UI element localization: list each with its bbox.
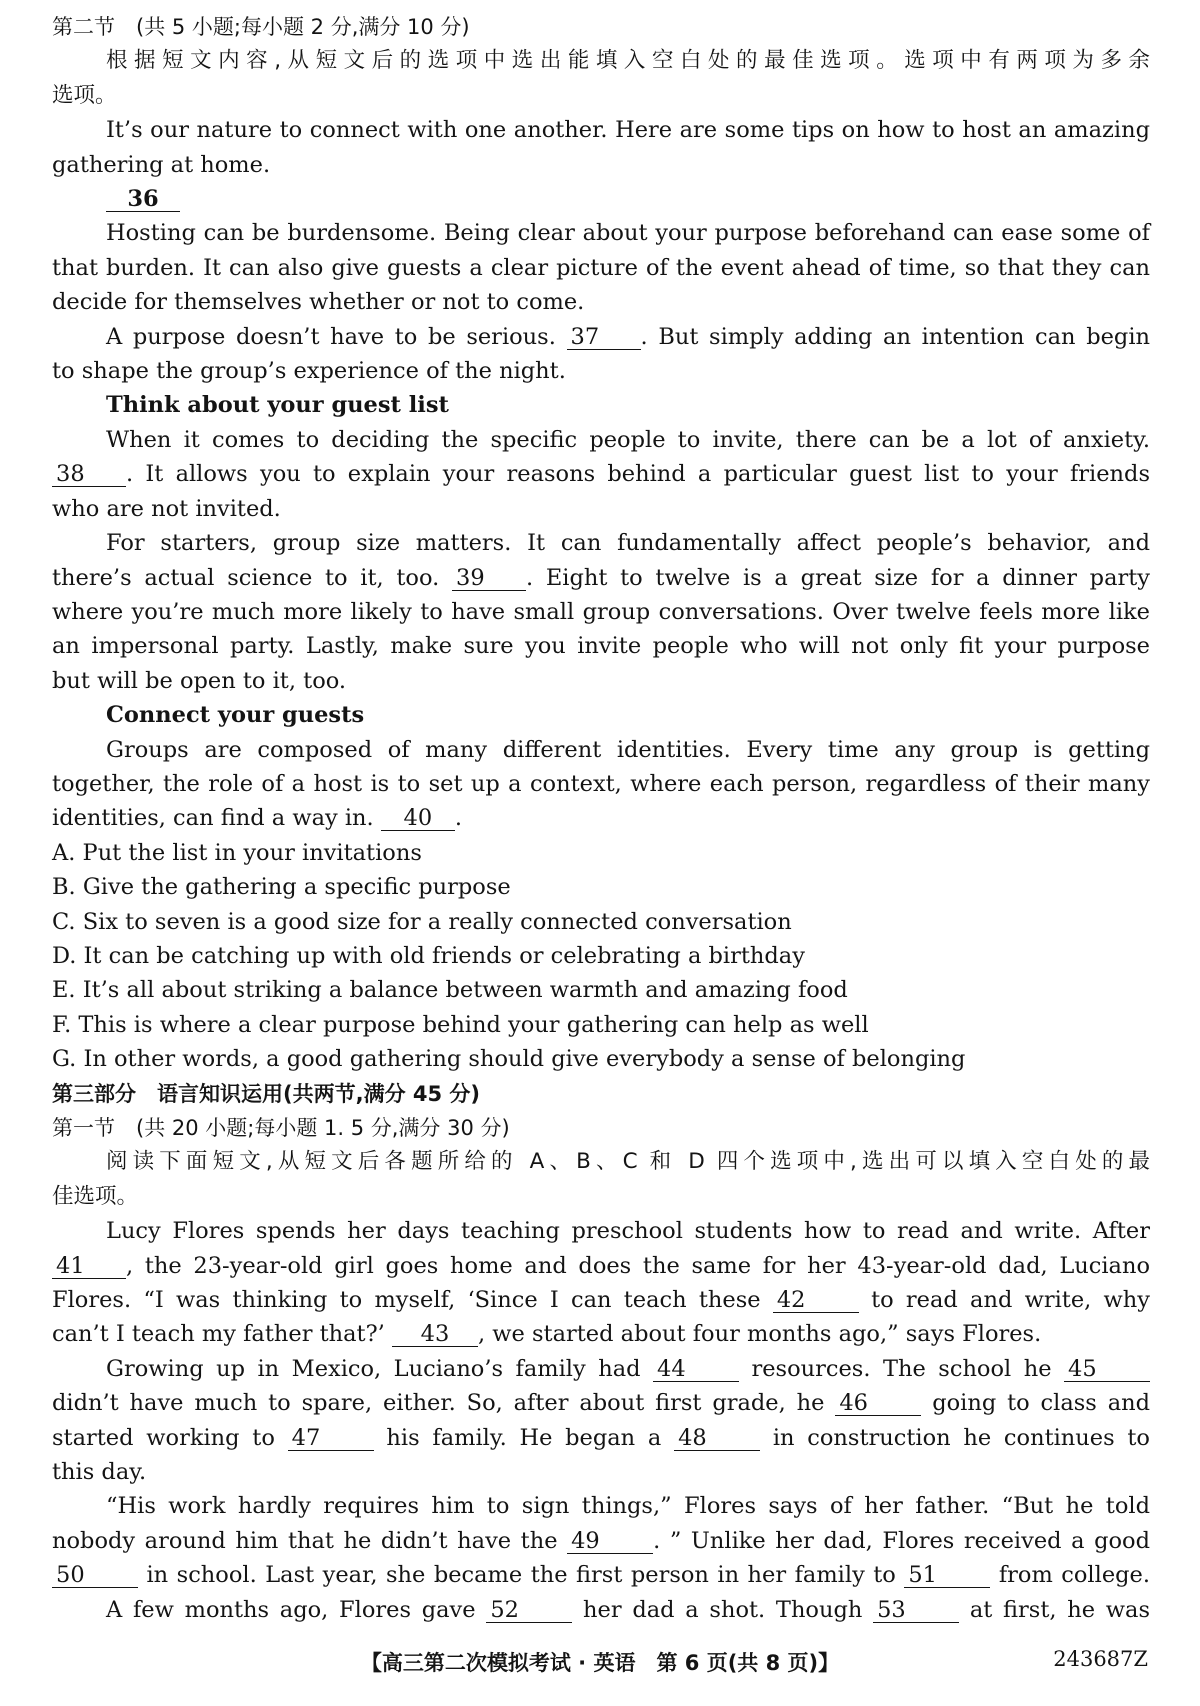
- passage-text: . Eight to twelve is a great size for a dinner party: [526, 564, 1150, 591]
- option-a: A. Put the list in your invitations: [52, 839, 422, 866]
- section2-instruction-cont: 选项。: [52, 82, 117, 108]
- passage-paragraph: It’s our nature to connect with one another. Here are some tips on how to host an amazing: [106, 117, 1150, 144]
- passage-text: her dad a shot. Though: [583, 1596, 863, 1623]
- passage-text: identities, can find a way in.: [52, 805, 374, 832]
- passage-line: gathering at home.: [52, 151, 271, 178]
- option-b: B. Give the gathering a specific purpose: [52, 874, 511, 901]
- blank-49: 49: [567, 1529, 653, 1554]
- passage-text: . It allows you to explain your reasons behind a particular guest list to your friends: [126, 461, 1150, 488]
- passage-text: . ” Unlike her dad, Flores received a good: [653, 1527, 1150, 1554]
- blank-46: 46: [835, 1391, 921, 1416]
- passage-text: started working to: [52, 1424, 275, 1451]
- passage-paragraph: Groups are composed of many different identities. Every time any group is getting: [106, 736, 1150, 763]
- passage-line: together, the role of a host is to set up a context, where each person, regardless of their many: [52, 770, 1150, 797]
- passage-text: from college.: [998, 1562, 1150, 1589]
- blank-44: 44: [653, 1357, 739, 1382]
- page-footer: [0, 1647, 1200, 1687]
- passage-text: A purpose doesn’t have to be serious.: [106, 323, 556, 350]
- option-f: F. This is where a clear purpose behind your gathering can help as well: [52, 1011, 869, 1038]
- passage-line: [52, 561, 1150, 595]
- passage-line: [52, 1386, 1150, 1420]
- blank-52: 52: [486, 1598, 572, 1623]
- passage-paragraph: For starters, group size matters. It can fundamentally affect people’s behavior, and: [106, 530, 1150, 557]
- section2-instruction: 根据短文内容,从短文后的选项中选出能填入空白处的最佳选项。选项中有两项为多余: [106, 48, 1150, 74]
- passage-paragraph: Hosting can be burdensome. Being clear about your purpose beforehand can ease some of: [106, 220, 1150, 247]
- passage-text: , the 23-year-old girl goes home and does the same for her 43-year-old dad, Luciano: [126, 1252, 1150, 1279]
- passage-paragraph: [52, 1352, 1150, 1386]
- blank-47: 47: [288, 1426, 374, 1451]
- passage-text: can’t I teach my father that?’: [52, 1321, 385, 1348]
- passage-text: didn’t have much to spare, either. So, after about first grade, he: [52, 1390, 825, 1417]
- blank-40: 40: [381, 806, 455, 831]
- part3-instruction-cont: 佳选项。: [52, 1183, 139, 1209]
- subheading-guest-list: Think about your guest list: [106, 392, 449, 419]
- passage-paragraph: Lucy Flores spends her days teaching preschool students how to read and write. After: [106, 1218, 1150, 1245]
- passage-text: at first, he was: [969, 1596, 1151, 1623]
- passage-text: A few months ago, Flores gave: [106, 1596, 476, 1623]
- passage-text: in school. Last year, she became the first person in her family to: [146, 1562, 896, 1589]
- passage-text: Flores. “I was thinking to myself, ‘Since I can teach these: [52, 1287, 761, 1314]
- option-d: D. It can be catching up with old friends or celebrating a birthday: [52, 942, 805, 969]
- passage-line: decide for themselves whether or not to come.: [52, 289, 585, 316]
- passage-text: , we started about four months ago,” says Flores.: [477, 1321, 1042, 1348]
- passage-line: [52, 1558, 1150, 1592]
- passage-line: [52, 1421, 1150, 1455]
- passage-text: going to class and: [932, 1390, 1151, 1417]
- passage-line: that burden. It can also give guests a clear picture of the event ahead of time, so that they can: [52, 254, 1150, 281]
- passage-text: .: [454, 805, 463, 832]
- part3-instruction: 阅读下面短文,从短文后各题所给的 A、B、C 和 D 四个选项中,选出可以填入空白处的最: [106, 1149, 1150, 1175]
- passage-line: [52, 457, 1150, 491]
- passage-paragraph: [52, 1593, 1150, 1627]
- blank-39: 39: [452, 566, 526, 591]
- part3-title: 第三部分 语言知识运用(共两节,满分 45 分): [52, 1081, 481, 1106]
- blank-53: 53: [873, 1598, 959, 1623]
- passage-line: who are not invited.: [52, 495, 281, 522]
- blank-41: 41: [52, 1254, 126, 1279]
- passage-text: in construction he continues to: [772, 1424, 1150, 1451]
- passage-paragraph: When it comes to deciding the specific people to invite, there can be a lot of anxiety.: [106, 426, 1150, 453]
- passage-line: but will be open to it, too.: [52, 667, 347, 694]
- blank-50: 50: [52, 1563, 138, 1588]
- passage-line: [52, 1249, 1150, 1283]
- passage-line: [52, 1317, 1150, 1351]
- passage-line: [52, 1524, 1150, 1558]
- blank-38: 38: [52, 462, 126, 487]
- option-g: G. In other words, a good gathering should give everybody a sense of belonging: [52, 1046, 966, 1073]
- passage-text: to read and write, why: [871, 1287, 1150, 1314]
- blank-37: 37: [567, 325, 641, 350]
- blank-43: 43: [392, 1322, 478, 1347]
- option-c: C. Six to seven is a good size for a really connected conversation: [52, 908, 792, 935]
- footer-exam-code: 243687Z: [1053, 1647, 1148, 1671]
- blank-42: 42: [773, 1288, 859, 1313]
- passage-paragraph: [52, 320, 1150, 354]
- passage-text: nobody around him that he didn’t have the: [52, 1527, 558, 1554]
- blank-51: 51: [904, 1563, 990, 1588]
- passage-line: [52, 1283, 1150, 1317]
- footer-page-info: 【高三第二次模拟考试 · 英语 第 6 页(共 8 页)】: [360, 1651, 840, 1675]
- passage-text: his family. He began a: [386, 1424, 662, 1451]
- passage-line: where you’re much more likely to have small group conversations. Over twelve feels more like: [52, 598, 1150, 625]
- blank-36: 36: [106, 187, 180, 212]
- subheading-connect-guests: Connect your guests: [106, 702, 365, 729]
- passage-line: to shape the group’s experience of the night.: [52, 358, 566, 385]
- passage-paragraph: “His work hardly requires him to sign things,” Flores says of her father. “But he told: [106, 1493, 1150, 1520]
- part3-section1-title: 第一节 (共 20 小题;每小题 1. 5 分,满分 30 分): [52, 1116, 510, 1140]
- passage-text: there’s actual science to it, too.: [52, 564, 440, 591]
- passage-line: this day.: [52, 1459, 147, 1486]
- blank-36-line: [52, 182, 1150, 216]
- blank-48: 48: [674, 1426, 760, 1451]
- section2-title: 第二节 (共 5 小题;每小题 2 分,满分 10 分): [52, 15, 470, 39]
- exam-page: [52, 10, 1150, 1627]
- passage-line: [52, 801, 1150, 835]
- passage-text: resources. The school he: [751, 1355, 1052, 1382]
- passage-text: Growing up in Mexico, Luciano’s family had: [106, 1355, 641, 1382]
- option-e: E. It’s all about striking a balance between warmth and amazing food: [52, 977, 848, 1004]
- passage-line: an impersonal party. Lastly, make sure you invite people who will not only fit your purpose: [52, 633, 1150, 660]
- passage-text: . But simply adding an intention can begin: [640, 323, 1151, 350]
- blank-45: 45: [1064, 1357, 1150, 1382]
